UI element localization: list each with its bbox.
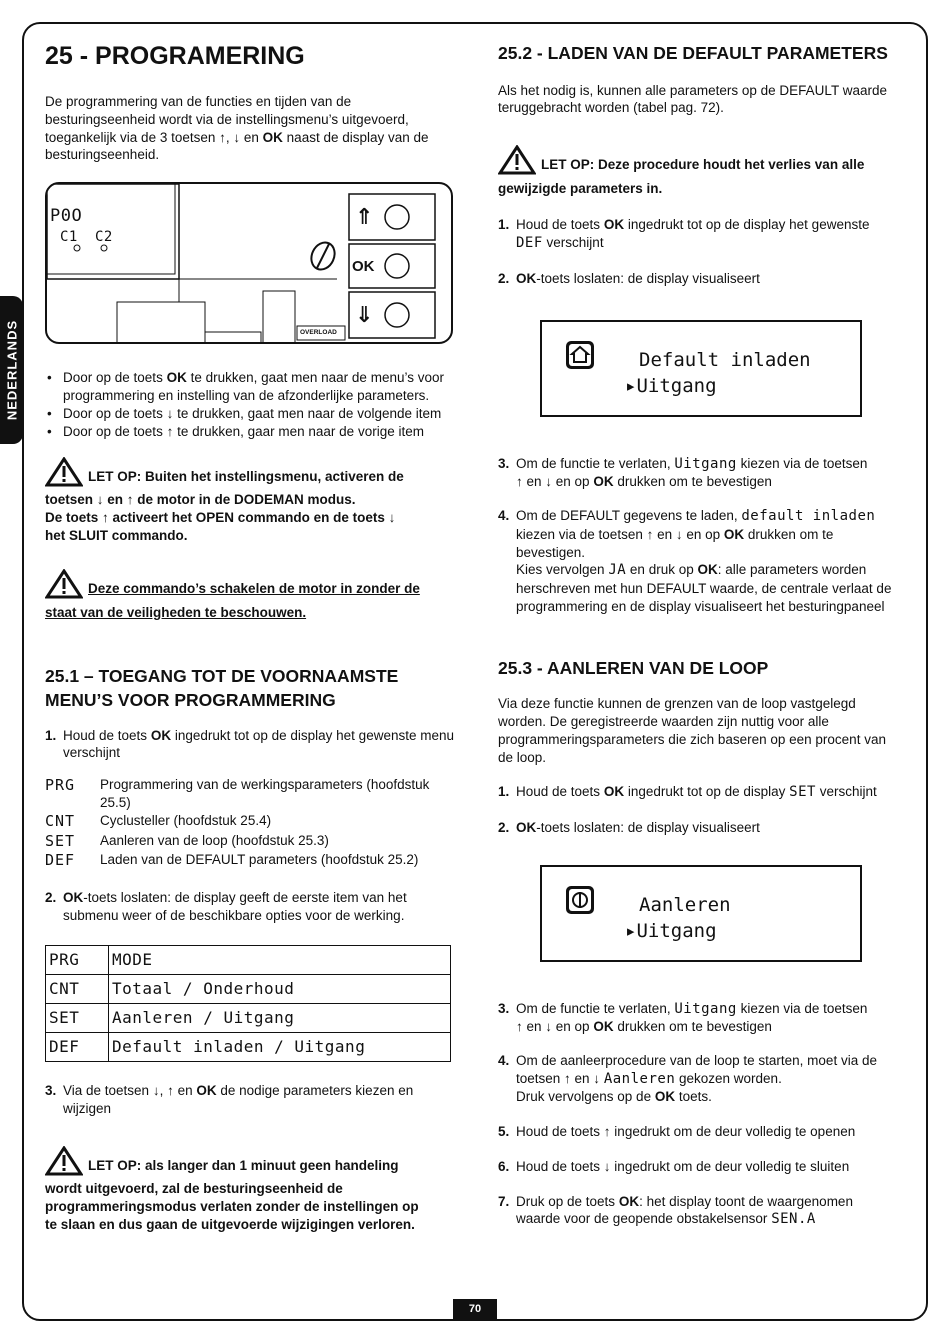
list-item: • Door op de toets ↓ te drukken, gaat men naar de volgende item [45,405,455,423]
lcd-display-default: Default inladen ▸Uitgang [540,320,862,417]
menu-table [45,945,451,1062]
list-item: • Door op de toets OK te drukken, gaat men naar de menu’s voor programmering en instelling van de afzonderlijke parameters. [45,369,455,405]
board-drawing [47,184,453,344]
down-button-icon[interactable]: ⇓ [355,302,374,328]
section-25-3-intro: Via deze functie kunnen de grenzen van de loop vastgelegd worden. De geregistreerde waarden zijn nuttig voor alle programmeringsparameters die zich baseren op een procent van de loop. [498,696,886,765]
board-c1-label: C1 [60,229,78,246]
menu-code-list [45,776,455,871]
warning-icon [45,1146,83,1181]
step-2: 2. OK-toets loslaten: de display visualiseert [498,271,760,287]
section-title-25-2: 25.2 - LADEN VAN DE DEFAULT PARAMETERS [498,43,888,63]
language-tab-label: NEDERLANDS [3,319,19,421]
step-5: 5. Houd de toets ↑ ingedrukt om de deur volledig te openen [498,1123,856,1139]
right-column [498,40,908,1229]
overload-label: OVERLOAD [300,329,337,337]
warning-dodeman: LET OP: Buiten het instellingsmenu, activeren de toetsen ↓ en ↑ de motor in de DODEMAN modus. De toets ↑ activeert het OPEN commando en de toets ↓ het SLUIT commando. [45,467,455,545]
lcd-display-aanleren: Aanleren ▸Uitgang [540,865,862,962]
step-7: 7. Druk op de toets OK: het display toont de waargenomen waarde voor de geopende obstakelsensor SEN.A [498,1193,853,1228]
warning-icon [498,145,536,180]
list-item: PRG Programmering van de werkingsparameters (hoofdstuk 25.5) [45,776,430,811]
table-row: CNT Totaal / Onderhoud [46,974,451,1003]
step-2: 2. OK-toets loslaten: de display visualiseert [498,819,760,835]
section-title-25-1: 25.1 – TOEGANG TOT DE VOORNAAMSTE MENU’S VOOR PROGRAMMERING [45,666,399,710]
step-6: 6. Houd de toets ↓ ingedrukt om de deur volledig te sluiten [498,1158,850,1174]
step-2: 2. OK-toets loslaten: de display geeft de eerste item van het submenu weer of de beschikbare opties voor de werking. [45,890,407,924]
warning-timeout: LET OP: als langer dan 1 minuut geen handeling wordt uitgevoerd, zal de besturingseenheid de programmeringsmodus verlaten zonder de instellingen op te slaan en dus gaan de uitgevoerde wijzigingen verloren. [45,1146,455,1234]
step-4: 4. Om de aanleerprocedure van de loop te starten, moet via de toetsen ↑ en ↓ Aanleren gekozen worden. Druk vervolgens op de OK toets. [498,1052,877,1105]
table-row: DEF Default inladen / Uitgang [46,1032,451,1061]
control-board-illustration [45,182,453,344]
page-title: 25 - PROGRAMERING [45,42,305,70]
home-icon [565,340,595,370]
step-4: 4. Om de DEFAULT gegevens te laden, default inladen kiezen via de toetsen ↑ en ↓ en op OK drukken om te bevestigen. Kies vervolgen JA en druk op OK: alle parameters worden herschreven met hun DEFAULT waarde, de centrale verlaat de programmering en de display visualiseert het besturingpaneel [498,508,892,614]
page-number: 70 [453,1299,497,1319]
list-item: DEF Laden van de DEFAULT parameters (hoofdstuk 25.2) [45,851,419,870]
intro-paragraph: De programmering van de functies en tijden van de besturingseenheid wordt via de instellingsmenu’s uitgevoerd, toegankelijk via de 3 toetsen ↑, ↓ en OK naast de display van de besturingseenheid. [45,94,429,163]
up-button-icon[interactable]: ⇑ [355,204,374,230]
list-item: SET Aanleren van de loop (hoofdstuk 25.3) [45,831,329,850]
section-title-25-3: 25.3 - AANLEREN VAN DE LOOP [498,658,769,679]
list-item: CNT Cyclusteller (hoofdstuk 25.4) [45,811,272,830]
step-3: 3. Om de functie te verlaten, Uitgang kiezen via de toetsen ↑ en ↓ en op OK drukken om te bevestigen [498,1000,868,1035]
left-column [45,40,455,1234]
learn-icon [565,885,595,915]
warning-default: LET OP: Deze procedure houdt het verlies van alle gewijzigde parameters in. [498,145,908,198]
warning-icon [45,569,83,604]
warning-safety: Deze commando’s schakelen de motor in zonder de staat van de veiligheden te beschouwen. [45,569,455,622]
board-display-text: P0O [50,206,83,227]
step-1: 1. Houd de toets OK ingedrukt tot op de display het gewenste DEF verschijnt [498,216,870,251]
list-item: • Door op de toets ↑ te drukken, gaar men naar de vorige item [45,423,455,441]
table-row: PRG MODE [46,945,451,974]
ok-button-label[interactable]: OK [352,258,375,276]
section-25-2-intro: Als het nodig is, kunnen alle parameters op de DEFAULT waarde teruggebracht worden (tabel pag. 72). [498,82,887,116]
step-3: 3. Via de toetsen ↓, ↑ en OK de nodige parameters kiezen en wijzigen [45,1082,414,1116]
language-tab [0,296,23,444]
key-functions-list [45,369,455,440]
step-3: 3. Om de functie te verlaten, Uitgang kiezen via de toetsen ↑ en ↓ en op OK drukken om te bevestigen [498,455,868,490]
board-c2-label: C2 [95,229,113,246]
step-1: 1. Houd de toets OK ingedrukt tot op de display SET verschijnt [498,784,877,801]
table-row: SET Aanleren / Uitgang [46,1003,451,1032]
step-1: 1. Houd de toets OK ingedrukt tot op de display het gewenste menu verschijnt [45,727,454,761]
warning-icon [45,457,83,492]
